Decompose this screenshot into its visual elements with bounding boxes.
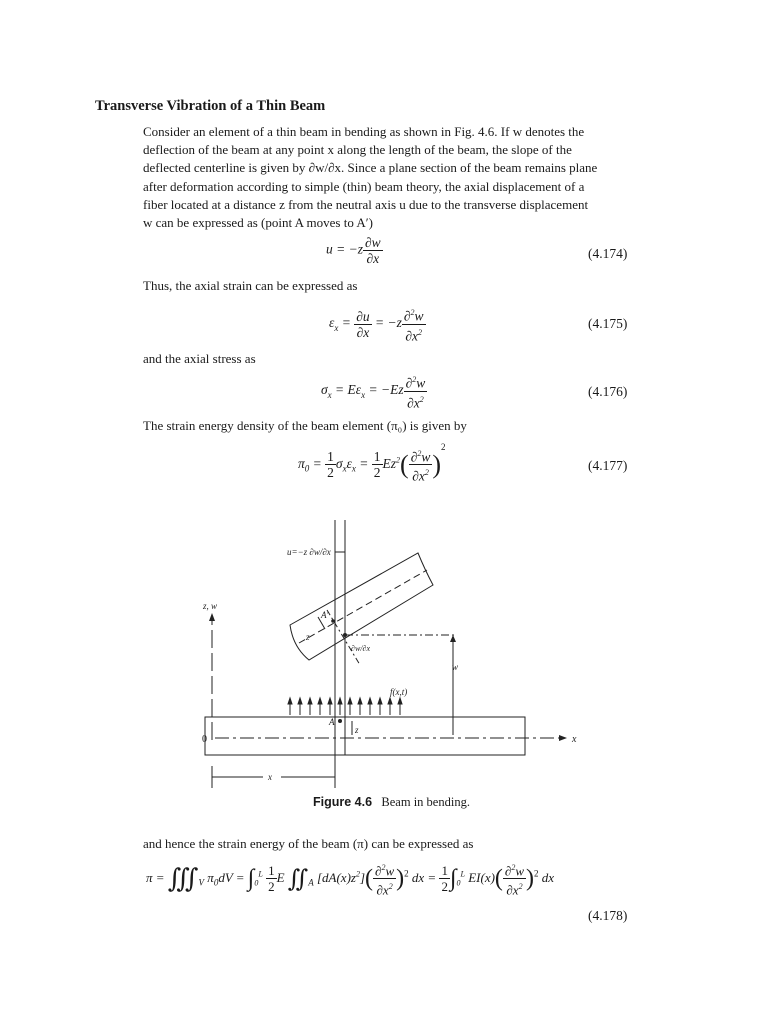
label-z-w-axis: z, w [203, 601, 218, 611]
label-z-lower: z [355, 725, 359, 735]
equation-number: (4.178) [588, 908, 628, 923]
point-a-prime [331, 619, 335, 623]
equation-number: (4.177) [588, 458, 628, 473]
caption-label: Figure 4.6 [313, 795, 373, 809]
label-w: w [452, 662, 459, 672]
label-displacement: u=−z ∂w/∂x [287, 547, 331, 557]
text-axial-stress: and the axial stress as [143, 351, 256, 366]
intro-paragraph [143, 123, 597, 232]
w-arrowhead [450, 635, 456, 642]
intro-line: fiber located at a distance z from the neutral axis u due to the transverse displacement [143, 196, 589, 212]
equation-4-178: $\pi = ∭_V$ $\pi_0dV = \int_0^L$ $\frac{1}{2}$ E $∬_A$ $[dA(x)z^2]$( $\frac{\partial^2w}{\partial x^2}$ )$^2$ dx = $\frac{1}{2}$ $\int_0^L$ EI(x)( $\frac{\partial^2w}{\partial x^2}$ )$^2$ dx [146, 860, 554, 898]
x-axis-arrowhead [559, 735, 567, 741]
label-a-prime: A′ [321, 610, 329, 620]
rotated-section [327, 610, 360, 665]
equation-4-174: u = −z $\frac{\partial w}{\partial x}$ [326, 235, 381, 266]
equation-number: (4.175) [588, 316, 628, 331]
figure-caption [313, 795, 470, 810]
equation-4-175: $\varepsilon_x$ = $\frac{\partial u}{\partial x}$ = −z $\frac{\partial^2w}{\partial x^2}$ [329, 305, 426, 343]
center-point [343, 633, 347, 637]
undeformed-beam [205, 717, 525, 755]
equation-4-177: $\pi_0$ = $\frac{1}{2}$ $\sigma_x\varepsilon_x$ = $\frac{1}{2}$ Ez$^2$( $\frac{\partial^2w}{\partial x^2}$ )$^2$ [298, 442, 446, 484]
z-axis-arrowhead [209, 613, 215, 621]
label-x-axis: x [572, 734, 577, 745]
text-energy-density: The strain energy density of the beam element (π₀) is given by [143, 418, 467, 433]
intro-line: deflected centerline is given by ∂w/∂x. Since a plane section of the beam remains plane [143, 160, 598, 176]
intro-line: w can be expressed as (point A moves to A′) [143, 215, 373, 231]
point-a [338, 719, 342, 723]
equation-4-176: $\sigma_x = E\varepsilon_x = -Ez$ $\frac{\partial^2w}{\partial x^2}$ [321, 372, 427, 410]
intro-line: Consider an element of a thin beam in bending as shown in Fig. 4.6. If w denotes the [143, 124, 585, 139]
section-heading: Transverse Vibration of a Thin Beam [95, 98, 326, 114]
intro-line: deflection of the beam at any point x along the length of the beam, the slope of the [143, 142, 572, 158]
label-slope: ∂w/∂x [351, 644, 371, 653]
text-strain-energy: and hence the strain energy of the beam (π) can be expressed as [143, 836, 474, 851]
label-z-upper: z [306, 632, 310, 642]
intro-line: after deformation according to simple (thin) beam theory, the axial displacement of a [143, 178, 585, 194]
label-origin: 0 [202, 734, 207, 745]
label-a: A [329, 717, 335, 727]
deformed-centerline [299, 570, 427, 643]
equation-number: (4.176) [588, 384, 628, 399]
label-load: f(x,t) [390, 687, 408, 697]
beam-figure [195, 515, 595, 790]
label-x-dimension: x [268, 772, 272, 782]
caption-text: Beam in bending. [381, 795, 470, 809]
equation-number: (4.174) [588, 246, 628, 261]
text-axial-strain: Thus, the axial strain can be expressed as [143, 278, 358, 293]
